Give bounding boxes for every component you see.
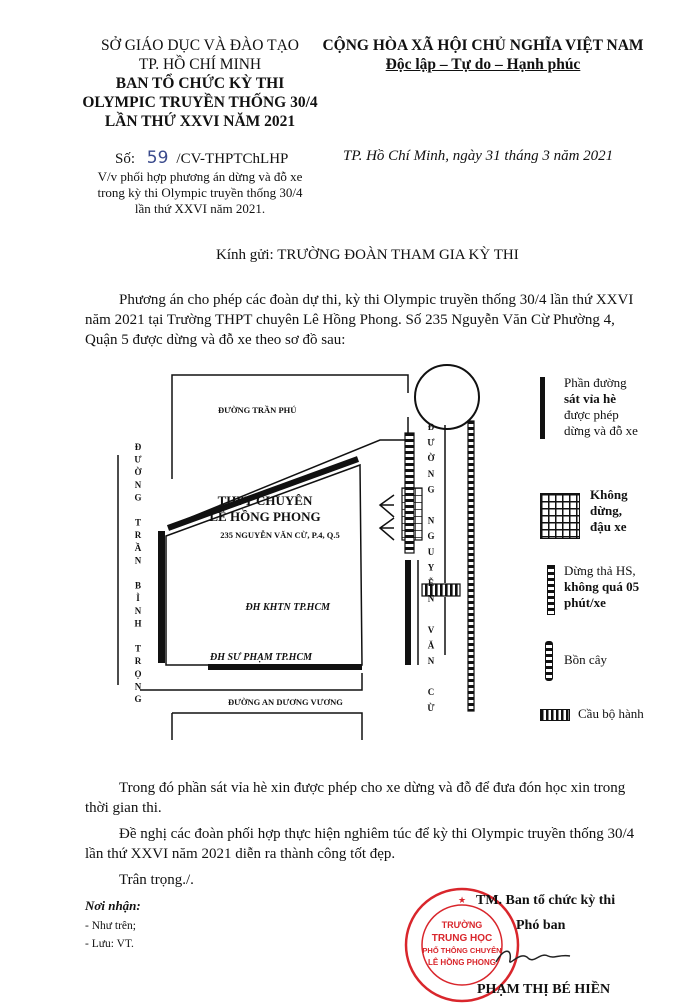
dropoff-zone: [405, 433, 414, 553]
uni-khtn: ĐH KHTN TP.HCM: [245, 602, 330, 613]
date-line: TP. Hồ Chí Minh, ngày 31 tháng 3 năm 2021: [343, 148, 614, 164]
org-line-2: OLYMPIC TRUYỀN THỐNG 30/4: [82, 94, 318, 111]
svg-text:LÊ HỒNG PHONG: LÊ HỒNG PHONG: [427, 958, 497, 967]
tran-binh-trong-letter: H: [134, 618, 142, 629]
uni-supham: ĐH SƯ PHẠM TP.HCM: [210, 652, 313, 663]
org-line-3: LẦN THỨ XXVI NĂM 2021: [104, 113, 296, 130]
svg-text:PHỔ THÔNG CHUYÊN: PHỔ THÔNG CHUYÊN: [422, 946, 502, 955]
parking-strip-left: [158, 531, 165, 663]
school-name-2: LÊ HỒNG PHONG: [209, 509, 321, 524]
road-tran-phu: ĐƯỜNG TRẦN PHÚ: [218, 405, 297, 415]
nation-title: CỘNG HÒA XÃ HỘI CHỦ NGHĨA VIỆT NAM: [322, 37, 644, 54]
tran-binh-trong-letter: Ờ: [134, 467, 142, 478]
road-tran-binh-trong: [134, 442, 142, 704]
tran-binh-trong-letter: G: [134, 694, 142, 704]
signature-title-1: TM. Ban tổ chức kỳ thi: [476, 893, 616, 908]
nguyen-van-cu-letter: V: [427, 624, 435, 635]
nguyen-van-cu-letter: Ễ: [427, 578, 435, 588]
nguyen-van-cu-letter: Y: [427, 562, 435, 573]
legend-no-parking: Không dừng, đậu xe: [590, 487, 628, 534]
doc-number: Số: 59 /CV-THPTChLHP: [115, 148, 289, 168]
signer-name: PHẠM THỊ BÉ HIỀN: [477, 982, 611, 997]
nguyen-van-cu-letter: N: [427, 468, 435, 479]
legend-swatch-no-parking: [540, 493, 580, 539]
legend-parking: Phần đường sát vỉa hè được phép dừng và đỗ xe: [564, 375, 638, 438]
nguyen-van-cu-letter: Đ: [427, 422, 435, 432]
tran-binh-trong-letter: G: [134, 492, 142, 503]
nguyen-van-cu-letter: Ờ: [427, 453, 435, 464]
header-right: [318, 36, 648, 74]
nguyen-van-cu-letter: C: [427, 687, 435, 698]
intro-paragraph: Phương án cho phép các đoàn dự thi, kỳ thi Olympic truyền thống 30/4 lần thứ XXVI năm 2021 tại Trường THPT chuyên Lê Hồng Phong. Số 235 Nguyễn Văn Cừ Phường 4, Quận 5 được dừng và đỗ xe theo sơ đồ sau:: [85, 292, 634, 348]
recipients: Nơi nhận: - Như trên; - Lưu: VT.: [85, 898, 141, 950]
legend-swatch-planter: [545, 641, 553, 681]
tran-binh-trong-letter: N: [134, 605, 142, 616]
legend-planter: Bồn cây: [564, 652, 607, 667]
subject: V/v phối hợp phương án dừng và đỗ xe trong kỳ thi Olympic truyền thống 30/4 lần thứ XXVI năm 2021.: [97, 169, 303, 216]
tran-binh-trong-letter: N: [134, 479, 142, 490]
header-left: [75, 36, 325, 131]
tran-binh-trong-letter: Đ: [134, 442, 142, 452]
tran-binh-trong-letter: R: [134, 656, 142, 667]
tran-binh-trong-letter: R: [134, 530, 142, 541]
tran-binh-trong-letter: N: [134, 681, 142, 692]
svg-text:TRUNG HỌC: TRUNG HỌC: [431, 933, 493, 944]
nguyen-van-cu-letter: Ừ: [427, 702, 435, 713]
nguyen-van-cu-letter: N: [427, 593, 435, 604]
roundabout: [415, 365, 479, 429]
tran-binh-trong-letter: N: [134, 555, 142, 566]
handwritten-signature: [490, 942, 580, 972]
tran-binh-trong-letter: Ọ: [134, 668, 142, 679]
school-name-1: THPT CHUYÊN: [217, 493, 313, 508]
road-an-duong-vuong: ĐƯỜNG AN DƯƠNG VƯƠNG: [228, 697, 343, 707]
nguyen-van-cu-letter: Ư: [427, 437, 435, 448]
svg-text:★: ★: [457, 895, 467, 905]
legend-bridge: Cầu bộ hành: [578, 706, 644, 721]
median-planter: [468, 421, 474, 711]
org-line-1: BAN TỔ CHỨC KỲ THI: [115, 75, 285, 92]
closing: Trân trọng./.: [119, 872, 194, 888]
city-name: TP. HỒ CHÍ MINH: [138, 56, 262, 73]
road-nguyen-van-cu: [427, 422, 435, 713]
nguyen-van-cu-letter: N: [427, 515, 435, 526]
tran-binh-trong-letter: B: [134, 580, 142, 591]
nguyen-van-cu-letter: G: [427, 531, 435, 542]
nguyen-van-cu-letter: N: [427, 656, 435, 666]
doc-number-value: 59: [146, 148, 169, 168]
tran-binh-trong-letter: T: [134, 517, 142, 528]
recipient: Kính gửi: TRƯỜNG ĐOÀN THAM GIA KỲ THI: [216, 247, 519, 263]
legend-swatch-bridge: [540, 709, 570, 721]
nguyen-van-cu-letter: Ă: [427, 640, 435, 651]
parking-map: [100, 355, 540, 740]
legend-dropoff: Dừng thả HS, không quá 05 phút/xe: [564, 563, 640, 610]
tran-binh-trong-letter: Ư: [134, 454, 142, 465]
legend-swatch-dropoff: [547, 565, 555, 615]
school-address: 235 NGUYỄN VĂN CỪ, P.4, Q.5: [220, 530, 340, 540]
tran-binh-trong-letter: T: [134, 643, 142, 654]
signature-title-2: Phó ban: [516, 918, 566, 933]
nguyen-van-cu-letter: G: [427, 484, 435, 495]
tran-binh-trong-letter: Ì: [136, 593, 140, 604]
motto: Độc lập – Tự do – Hạnh phúc: [385, 56, 581, 73]
dept-name: SỞ GIÁO DỤC VÀ ĐÀO TẠO: [101, 37, 299, 54]
svg-text:TRƯỜNG: TRƯỜNG: [441, 920, 483, 930]
body-paragraph-2: Đề nghị các đoàn phối hợp thực hiện nghiêm túc để kỳ thi Olympic truyền thống 30/4 lần thứ XXVI năm 2021 diễn ra thành công tốt đẹp.: [85, 826, 635, 862]
body-paragraph-1: Trong đó phần sát vỉa hè xin được phép cho xe dừng và đỗ để đưa đón học xin trong thời gian thi.: [85, 780, 626, 816]
legend-swatch-parking: [540, 377, 545, 439]
parking-strip-bottom: [208, 664, 362, 670]
tran-binh-trong-letter: Ầ: [134, 542, 142, 553]
nguyen-van-cu-letter: U: [427, 546, 435, 557]
